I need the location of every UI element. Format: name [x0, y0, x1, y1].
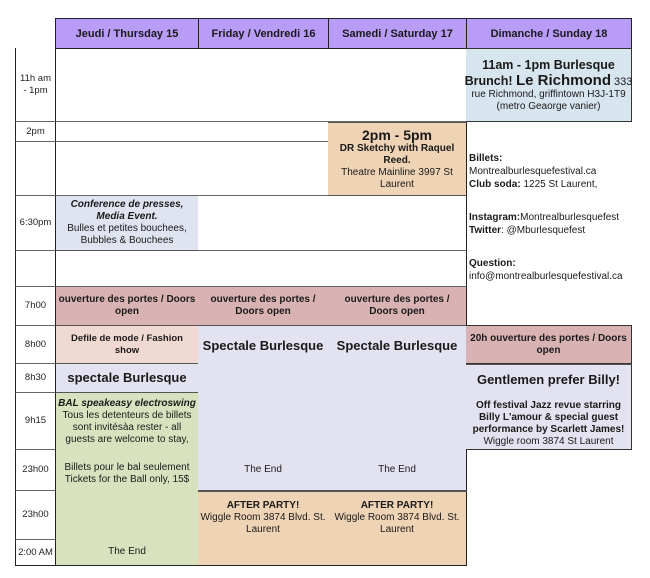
sat-empty-2 [328, 196, 467, 251]
thu-doors-open[interactable]: ouverture des portes / Doors open [55, 287, 199, 326]
fri-the-end: The End [244, 464, 282, 475]
time-23h00-b: 23h00 [15, 491, 56, 540]
instagram-handle[interactable]: Montrealburlesquefest [520, 212, 620, 223]
time-11am: 11h am - 1pm [15, 48, 56, 122]
brunch-metro: (metro Geaorge vanier) [496, 101, 601, 112]
thu-the-end: The End [108, 546, 146, 557]
fri-empty-3 [198, 142, 329, 196]
sketchy-time: 2pm - 5pm [361, 127, 432, 143]
twitter-label: Twitter [469, 225, 502, 236]
sat-the-end: The End [378, 464, 416, 475]
thu-media-event[interactable] [55, 196, 199, 251]
twitter-handle[interactable]: : @Mburlesquefest [501, 225, 586, 236]
brunch-address: rue Richmond, griffintown H3J-1T9 [471, 89, 626, 100]
sat-doors-open[interactable]: ouverture des portes / Doors open [328, 287, 467, 326]
fri-show-title: Spectale Burlesque [202, 338, 324, 353]
sat-party-venue: Wiggle Room 3874 Blvd. St. Laurent [334, 512, 460, 535]
time-8h00: 8h00 [15, 326, 56, 364]
time-2pm: 2pm [15, 122, 56, 142]
thu-empty-1 [55, 48, 199, 122]
sat-after-party[interactable] [328, 491, 467, 566]
billy-venue: Wiggle room 3874 St Laurent [483, 436, 614, 447]
fri-party-venue: Wiggle Room 3874 Blvd. St. Laurent [200, 512, 326, 535]
sun-gentlemen-prefer-billy[interactable] [466, 364, 632, 450]
billy-title: Gentlemen prefer Billy! [476, 372, 621, 387]
thu-burlesque-show[interactable]: spectale Burlesque [55, 364, 199, 393]
billets-url[interactable]: Montrealburlesquefestival.ca [469, 166, 597, 177]
fri-empty-1 [198, 48, 329, 122]
fri-empty-5 [198, 251, 329, 287]
sat-show-title: Spectale Burlesque [336, 338, 458, 353]
info-billets [469, 152, 597, 191]
club-soda-label: Club soda: [469, 179, 521, 190]
question-email[interactable]: info@montrealburlesquefestival.ca [469, 271, 623, 282]
brunch-label: Brunch! [464, 74, 516, 88]
instagram-label: Instagram: [469, 212, 521, 223]
billy-description: Off festival Jazz revue starring Billy L'amour & special guest performance by Scarlett James! [472, 400, 625, 435]
sat-empty-1 [328, 48, 467, 122]
time-630pm: 6:30pm [15, 196, 56, 251]
time-8h30: 8h30 [15, 364, 56, 393]
brunch-time-title: 11am - 1pm Burlesque [482, 58, 615, 72]
thu-empty-3 [55, 142, 199, 196]
sun-brunch[interactable] [466, 48, 632, 122]
fri-doors-open[interactable]: ouverture des portes / Doors open [198, 287, 329, 326]
brunch-address-number: 333 [611, 76, 633, 88]
ball-title: BAL speakeasy electroswing [58, 398, 196, 409]
fri-burlesque-show[interactable] [198, 326, 329, 491]
thu-empty-4 [55, 251, 199, 287]
thu-fashion-show[interactable]: Defile de mode / Fashion show [55, 326, 199, 364]
header-thursday: Jeudi / Thursday 15 [55, 18, 199, 49]
fri-empty-4 [198, 196, 329, 251]
club-soda-address: 1225 St Laurent, [520, 179, 598, 190]
fri-empty-2 [198, 122, 329, 142]
fri-after-party[interactable] [198, 491, 329, 566]
time-2am: 2:00 AM [15, 540, 56, 566]
sketchy-title: DR Sketchy with Raquel Reed. [339, 143, 455, 166]
sat-burlesque-show[interactable] [328, 326, 467, 491]
sat-dr-sketchy[interactable] [328, 122, 467, 196]
thu-empty-2 [55, 122, 199, 142]
time-blank-1 [15, 142, 56, 196]
billets-label: Billets: [469, 153, 503, 164]
header-friday: Friday / Vendredi 16 [198, 18, 329, 49]
time-23h00-a: 23h00 [15, 450, 56, 491]
ball-body: Tous les detenteurs de billets sont invitésàa rester - all guests are welcome to stay, [62, 410, 192, 445]
info-question [469, 257, 623, 283]
thu-ball[interactable] [55, 393, 199, 566]
brunch-venue-name: Le Richmond [515, 72, 611, 89]
media-event-title: Conference de presses, Media Event. [70, 199, 184, 222]
ball-tickets-fr: Billets pour le bal seulement [64, 462, 190, 473]
sketchy-venue: Theatre Mainline 3997 St Laurent [341, 167, 453, 190]
info-social [469, 211, 619, 237]
header-sunday: Dimanche / Sunday 18 [466, 18, 632, 49]
time-7h00: 7h00 [15, 287, 56, 326]
time-9h15: 9h15 [15, 393, 56, 450]
time-blank-2 [15, 251, 56, 287]
question-label: Question: [469, 258, 516, 269]
media-event-body: Bulles et petites bouchees, Bubbles & Bouchees [67, 223, 187, 246]
sat-party-title: AFTER PARTY! [360, 500, 434, 511]
ball-tickets-en: Tickets for the Ball only, 15$ [64, 474, 190, 485]
fri-party-title: AFTER PARTY! [226, 500, 300, 511]
header-saturday: Samedi / Saturday 17 [328, 18, 467, 49]
sat-empty-3 [328, 251, 467, 287]
sun-doors-open[interactable]: 20h ouverture des portes / Doors open [466, 325, 632, 364]
